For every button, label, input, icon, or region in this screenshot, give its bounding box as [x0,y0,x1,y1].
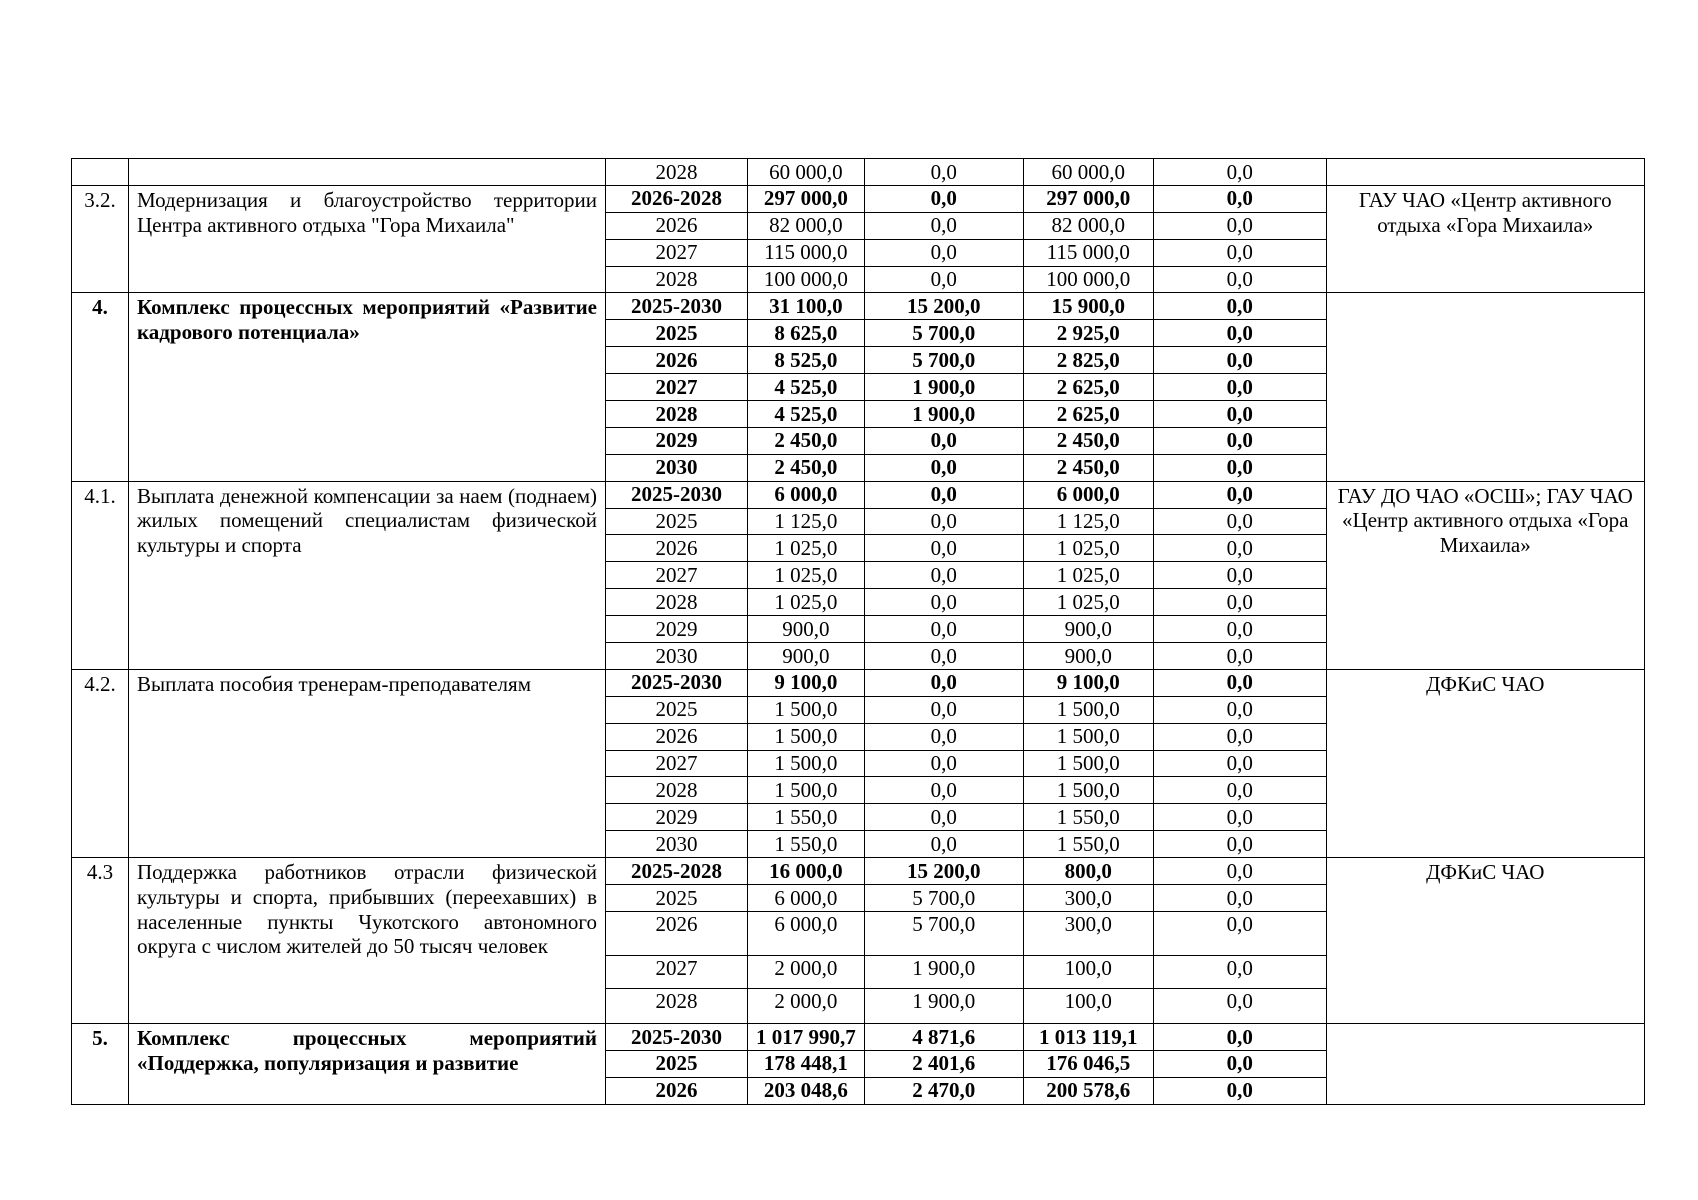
other-cell: 0,0 [1153,750,1326,777]
other-cell: 0,0 [1153,955,1326,988]
other-cell: 0,0 [1153,1050,1326,1077]
federal-cell: 0,0 [864,185,1023,212]
total-cell: 1 500,0 [748,696,865,723]
other-cell: 0,0 [1153,643,1326,670]
federal-cell: 2 401,6 [864,1050,1023,1077]
table-row [72,293,1645,320]
total-cell: 6 000,0 [748,481,865,508]
other-cell: 0,0 [1153,347,1326,374]
item-number: 4.2. [72,669,129,857]
year-cell: 2028 [606,266,748,293]
regional-cell: 1 500,0 [1023,750,1153,777]
regional-cell: 2 450,0 [1023,427,1153,454]
other-cell: 0,0 [1153,454,1326,481]
regional-cell: 2 625,0 [1023,401,1153,428]
year-cell: 2026 [606,1077,748,1104]
year-cell: 2029 [606,427,748,454]
regional-cell: 2 450,0 [1023,454,1153,481]
year-cell: 2028 [606,589,748,616]
regional-cell: 297 000,0 [1023,185,1153,212]
year-cell: 2025 [606,320,748,347]
other-cell: 0,0 [1153,427,1326,454]
total-cell: 115 000,0 [748,239,865,266]
year-cell: 2027 [606,955,748,988]
regional-cell: 6 000,0 [1023,481,1153,508]
federal-cell: 15 200,0 [864,858,1023,885]
responsible-org: ДФКиС ЧАО [1326,669,1644,857]
year-cell: 2030 [606,643,748,670]
year-cell: 2025-2030 [606,481,748,508]
total-cell: 31 100,0 [748,293,865,320]
item-description [129,159,606,186]
total-cell: 2 450,0 [748,427,865,454]
regional-cell: 1 013 119,1 [1023,1023,1153,1050]
table-row [72,858,1645,885]
total-cell: 1 025,0 [748,589,865,616]
other-cell: 0,0 [1153,911,1326,955]
regional-cell: 1 025,0 [1023,589,1153,616]
item-number: 4.1. [72,481,129,669]
other-cell: 0,0 [1153,481,1326,508]
federal-cell: 0,0 [864,535,1023,562]
total-cell: 178 448,1 [748,1050,865,1077]
federal-cell: 0,0 [864,616,1023,643]
year-cell: 2027 [606,750,748,777]
federal-cell: 5 700,0 [864,320,1023,347]
regional-cell: 1 500,0 [1023,723,1153,750]
federal-cell: 0,0 [864,643,1023,670]
year-cell: 2025 [606,696,748,723]
federal-cell: 1 900,0 [864,955,1023,988]
year-cell: 2025-2028 [606,858,748,885]
other-cell: 0,0 [1153,401,1326,428]
total-cell: 2 000,0 [748,955,865,988]
responsible-org: ГАУ ДО ЧАО «ОСШ»; ГАУ ЧАО «Центр активного отдыха «Гора Михаила» [1326,481,1644,669]
regional-cell: 15 900,0 [1023,293,1153,320]
other-cell: 0,0 [1153,320,1326,347]
total-cell: 2 000,0 [748,988,865,1023]
total-cell: 60 000,0 [748,159,865,186]
year-cell: 2025 [606,1050,748,1077]
federal-cell: 5 700,0 [864,885,1023,912]
total-cell: 8 525,0 [748,347,865,374]
total-cell: 100 000,0 [748,266,865,293]
table-row [72,159,1645,186]
item-number: 5. [72,1023,129,1104]
budget-table [71,158,1645,1105]
table-row [72,185,1645,212]
item-description: Комплекс процессных мероприятий «Развитие кадрового потенциала» [129,293,606,481]
federal-cell: 0,0 [864,669,1023,696]
responsible-org [1326,293,1644,481]
year-cell: 2030 [606,454,748,481]
federal-cell: 0,0 [864,562,1023,589]
year-cell: 2026 [606,347,748,374]
total-cell: 4 525,0 [748,374,865,401]
table-row [72,669,1645,696]
federal-cell: 0,0 [864,723,1023,750]
year-cell: 2028 [606,159,748,186]
total-cell: 1 025,0 [748,535,865,562]
regional-cell: 300,0 [1023,885,1153,912]
regional-cell: 2 825,0 [1023,347,1153,374]
other-cell: 0,0 [1153,266,1326,293]
federal-cell: 1 900,0 [864,401,1023,428]
total-cell: 82 000,0 [748,212,865,239]
regional-cell: 800,0 [1023,858,1153,885]
year-cell: 2027 [606,562,748,589]
total-cell: 6 000,0 [748,885,865,912]
table-row [72,481,1645,508]
federal-cell: 1 900,0 [864,374,1023,401]
item-number: 3.2. [72,185,129,293]
other-cell: 0,0 [1153,831,1326,858]
federal-cell: 0,0 [864,831,1023,858]
other-cell: 0,0 [1153,669,1326,696]
other-cell: 0,0 [1153,696,1326,723]
regional-cell: 100,0 [1023,955,1153,988]
regional-cell: 1 500,0 [1023,696,1153,723]
federal-cell: 0,0 [864,266,1023,293]
total-cell: 2 450,0 [748,454,865,481]
regional-cell: 200 578,6 [1023,1077,1153,1104]
responsible-org [1326,1023,1644,1104]
responsible-org: ДФКиС ЧАО [1326,858,1644,1024]
other-cell: 0,0 [1153,508,1326,535]
item-description: Выплата пособия тренерам-преподавателям [129,669,606,857]
regional-cell: 1 025,0 [1023,535,1153,562]
other-cell: 0,0 [1153,212,1326,239]
federal-cell: 0,0 [864,750,1023,777]
other-cell: 0,0 [1153,293,1326,320]
year-cell: 2026 [606,212,748,239]
federal-cell: 0,0 [864,804,1023,831]
regional-cell: 900,0 [1023,616,1153,643]
federal-cell: 1 900,0 [864,988,1023,1023]
federal-cell: 5 700,0 [864,347,1023,374]
regional-cell: 1 550,0 [1023,804,1153,831]
year-cell: 2025-2030 [606,293,748,320]
other-cell: 0,0 [1153,185,1326,212]
total-cell: 1 500,0 [748,750,865,777]
federal-cell: 0,0 [864,481,1023,508]
year-cell: 2026 [606,723,748,750]
regional-cell: 300,0 [1023,911,1153,955]
regional-cell: 100,0 [1023,988,1153,1023]
regional-cell: 60 000,0 [1023,159,1153,186]
other-cell: 0,0 [1153,1023,1326,1050]
federal-cell: 0,0 [864,427,1023,454]
total-cell: 900,0 [748,643,865,670]
regional-cell: 1 500,0 [1023,777,1153,804]
other-cell: 0,0 [1153,1077,1326,1104]
other-cell: 0,0 [1153,239,1326,266]
other-cell: 0,0 [1153,535,1326,562]
federal-cell: 0,0 [864,454,1023,481]
regional-cell: 2 925,0 [1023,320,1153,347]
other-cell: 0,0 [1153,804,1326,831]
regional-cell: 9 100,0 [1023,669,1153,696]
other-cell: 0,0 [1153,159,1326,186]
federal-cell: 0,0 [864,239,1023,266]
year-cell: 2026-2028 [606,185,748,212]
item-number: 4.3 [72,858,129,1024]
table-row [72,1023,1645,1050]
regional-cell: 1 550,0 [1023,831,1153,858]
total-cell: 9 100,0 [748,669,865,696]
federal-cell: 2 470,0 [864,1077,1023,1104]
year-cell: 2025 [606,508,748,535]
responsible-org [1326,159,1644,186]
year-cell: 2028 [606,401,748,428]
other-cell: 0,0 [1153,885,1326,912]
federal-cell: 0,0 [864,212,1023,239]
total-cell: 1 500,0 [748,723,865,750]
other-cell: 0,0 [1153,616,1326,643]
federal-cell: 4 871,6 [864,1023,1023,1050]
item-description: Модернизация и благоустройство территории Центра активного отдыха "Гора Михаила" [129,185,606,293]
federal-cell: 5 700,0 [864,911,1023,955]
regional-cell: 1 025,0 [1023,562,1153,589]
item-description: Выплата денежной компенсации за наем (поднаем) жилых помещений специалистам физической культуры и спорта [129,481,606,669]
total-cell: 297 000,0 [748,185,865,212]
year-cell: 2030 [606,831,748,858]
regional-cell: 82 000,0 [1023,212,1153,239]
year-cell: 2028 [606,777,748,804]
federal-cell: 0,0 [864,508,1023,535]
total-cell: 1 550,0 [748,831,865,858]
item-number [72,159,129,186]
year-cell: 2027 [606,239,748,266]
year-cell: 2029 [606,804,748,831]
other-cell: 0,0 [1153,723,1326,750]
year-cell: 2027 [606,374,748,401]
total-cell: 1 125,0 [748,508,865,535]
other-cell: 0,0 [1153,374,1326,401]
responsible-org: ГАУ ЧАО «Центр активного отдыха «Гора Михаила» [1326,185,1644,293]
other-cell: 0,0 [1153,858,1326,885]
regional-cell: 1 125,0 [1023,508,1153,535]
total-cell: 1 550,0 [748,804,865,831]
total-cell: 1 500,0 [748,777,865,804]
other-cell: 0,0 [1153,988,1326,1023]
year-cell: 2025 [606,885,748,912]
total-cell: 8 625,0 [748,320,865,347]
regional-cell: 115 000,0 [1023,239,1153,266]
year-cell: 2026 [606,911,748,955]
federal-cell: 0,0 [864,589,1023,616]
regional-cell: 100 000,0 [1023,266,1153,293]
item-number: 4. [72,293,129,481]
federal-cell: 0,0 [864,696,1023,723]
total-cell: 1 017 990,7 [748,1023,865,1050]
item-description: Поддержка работников отрасли физической культуры и спорта, прибывших (переехавших) в населенные пункты Чукотского автономного округа с числом жителей до 50 тысяч человек [129,858,606,1024]
other-cell: 0,0 [1153,562,1326,589]
total-cell: 1 025,0 [748,562,865,589]
other-cell: 0,0 [1153,777,1326,804]
year-cell: 2026 [606,535,748,562]
year-cell: 2029 [606,616,748,643]
year-cell: 2025-2030 [606,1023,748,1050]
regional-cell: 900,0 [1023,643,1153,670]
regional-cell: 2 625,0 [1023,374,1153,401]
item-description: Комплекс процессных мероприятий «Поддержка, популяризация и развитие [129,1023,606,1104]
year-cell: 2028 [606,988,748,1023]
federal-cell: 0,0 [864,159,1023,186]
total-cell: 900,0 [748,616,865,643]
total-cell: 203 048,6 [748,1077,865,1104]
total-cell: 16 000,0 [748,858,865,885]
year-cell: 2025-2030 [606,669,748,696]
regional-cell: 176 046,5 [1023,1050,1153,1077]
federal-cell: 0,0 [864,777,1023,804]
total-cell: 6 000,0 [748,911,865,955]
total-cell: 4 525,0 [748,401,865,428]
federal-cell: 15 200,0 [864,293,1023,320]
other-cell: 0,0 [1153,589,1326,616]
